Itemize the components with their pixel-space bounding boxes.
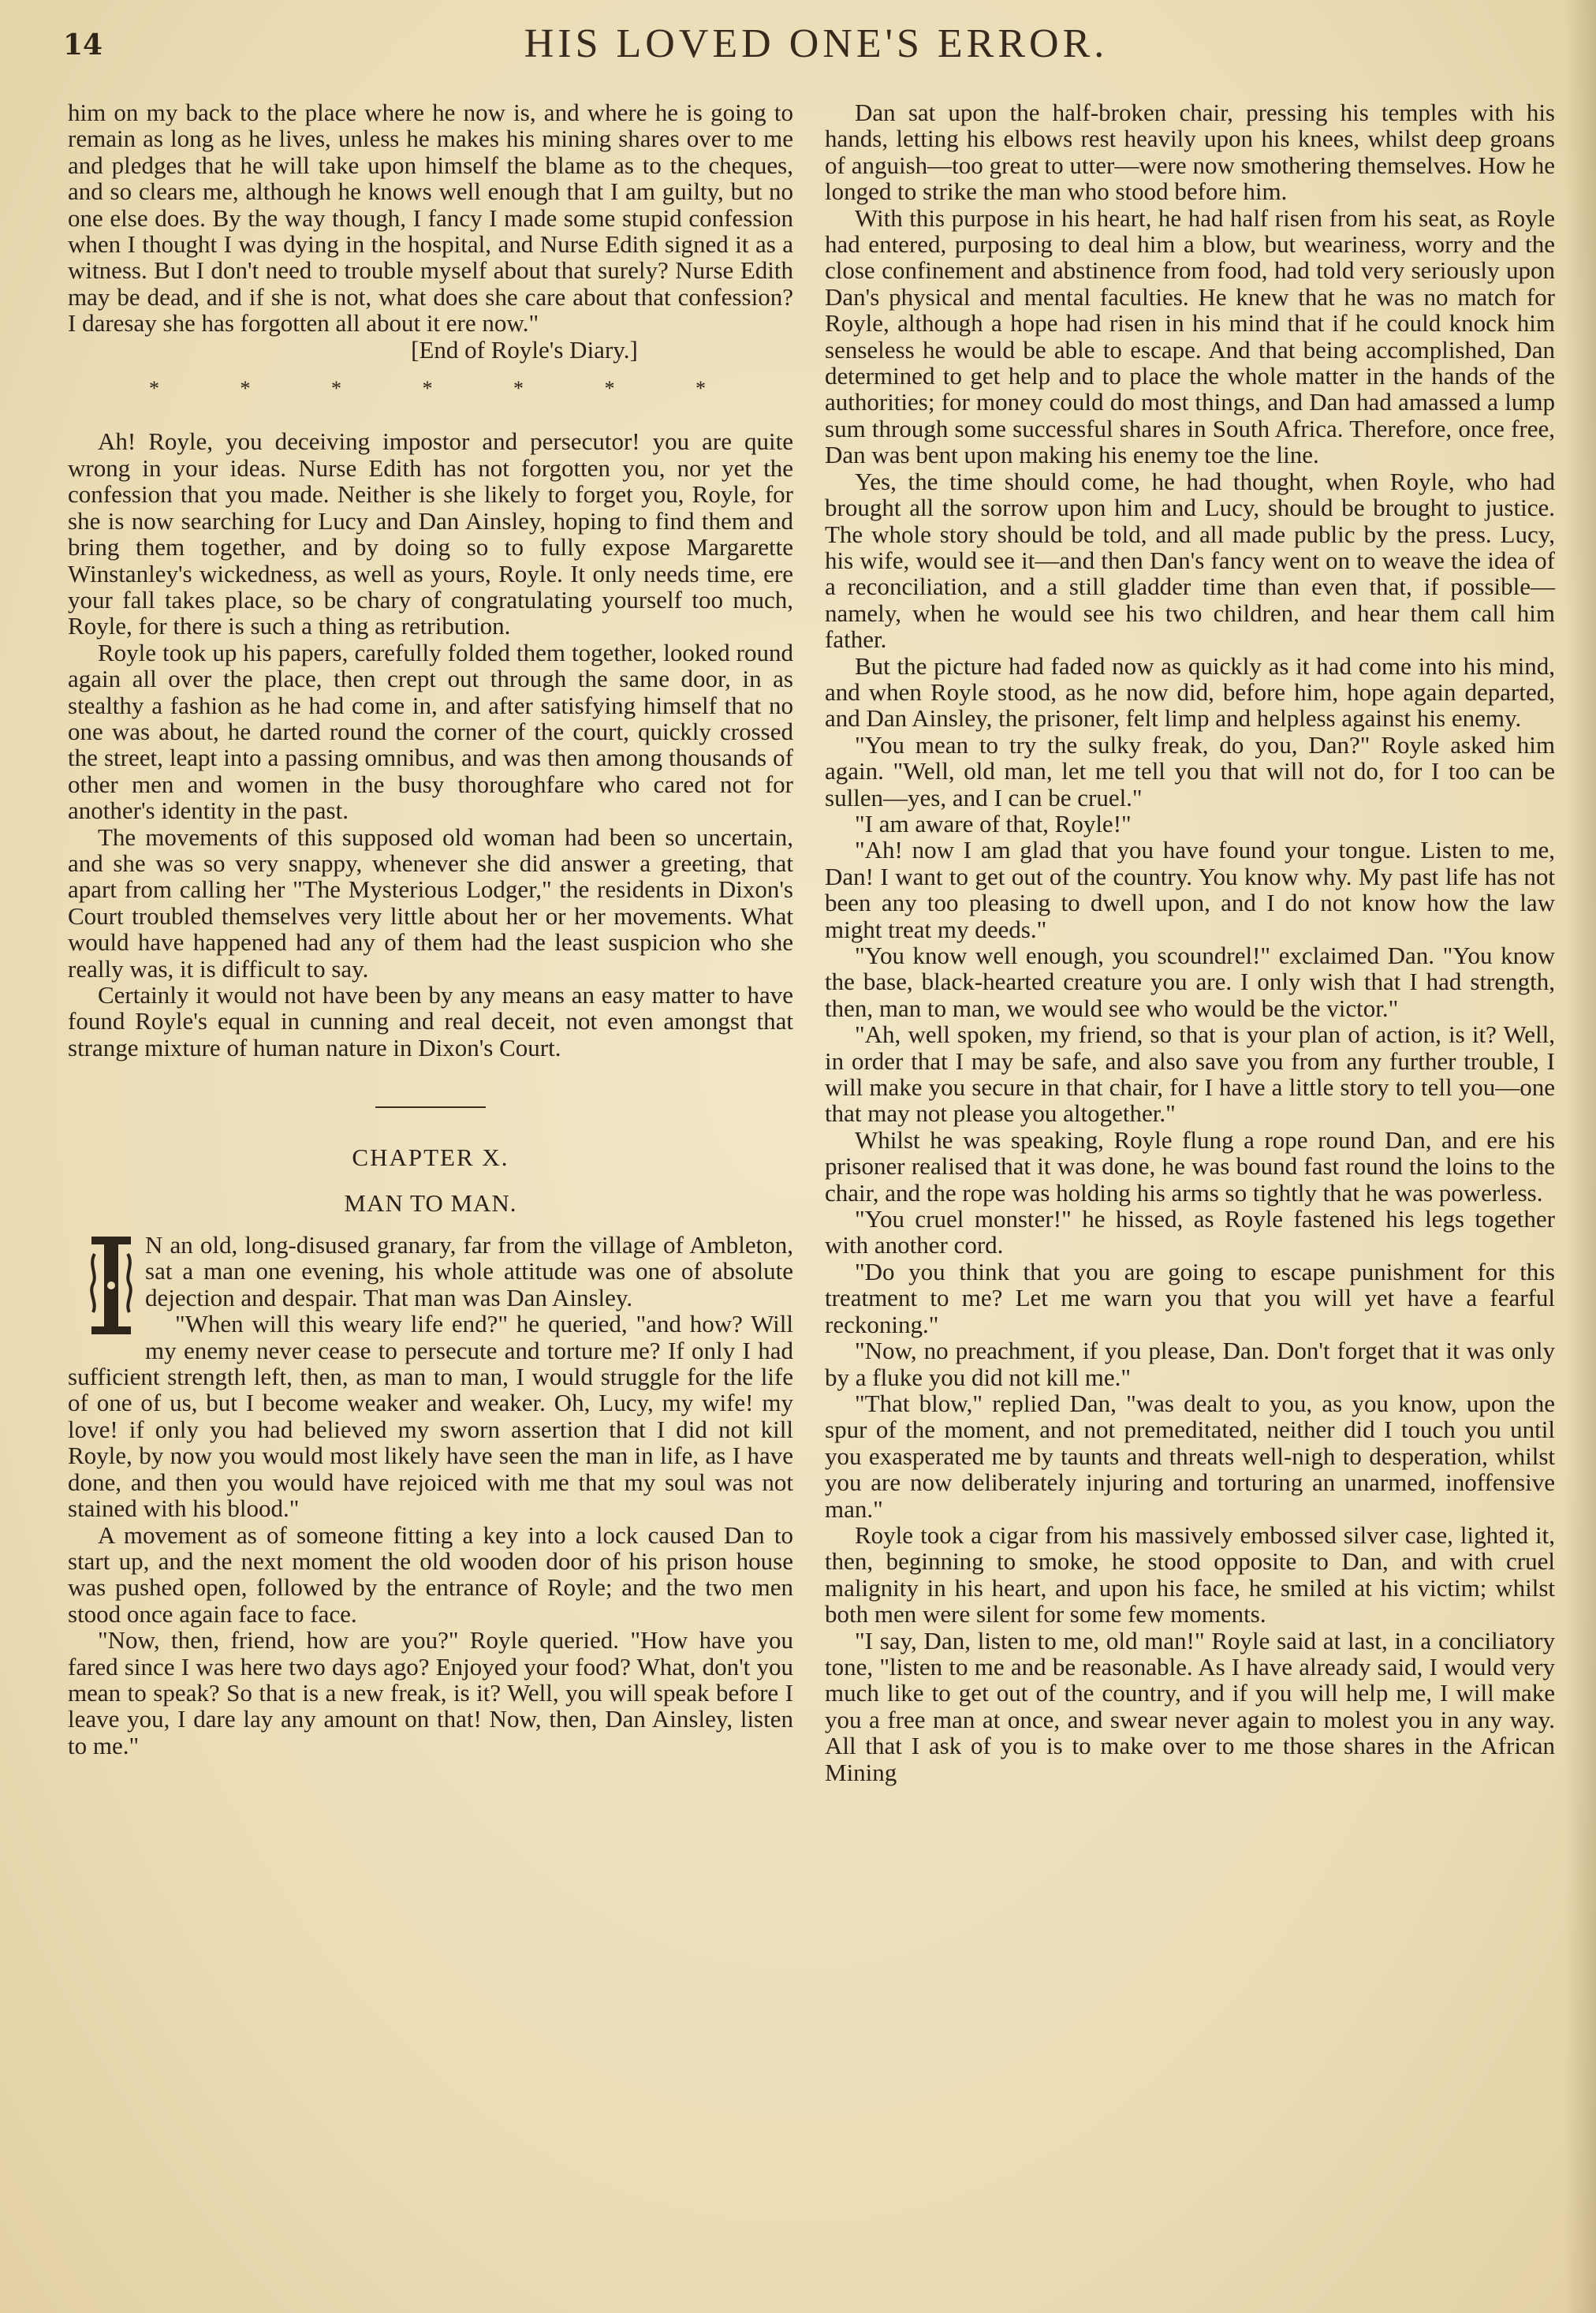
paragraph: "I say, Dan, listen to me, old man!" Royle said at last, in a conciliatory tone, "listen to me and be reasonable. As I have already said, I would very much like to get out of the country, and if you will help me, I will make you a free man at once, and swear never again to molest you in any way. All that I ask of you is to make over to me those shares in the African Mining <box>825 1626 1555 1786</box>
paragraph: "I am aware of that, Royle!" <box>855 809 1132 838</box>
paragraph: Ah! Royle, you deceiving impostor and persecutor! you are quite wrong in your ideas. Nurse Edith has not forgotten you, nor yet the confession that you made. Neither is she likely to forget you, Royle, for she is now searching for Lucy and Dan Ainsley, hoping to find them and bring them together, and by doing so to fully expose Margarette Winstanley's wickedness, as well as yours, Royle. It only needs time, ere your fall takes place, so be chary of congratulating yourself too much, Royle, for there is such a thing as retribution. <box>68 427 793 640</box>
paragraph: "Ah, well spoken, my friend, so that is your plan of action, is it? Well, in order that I may be safe, and also save you from any further trouble, I will make you secure in that chair, for I have a little story to tell you—one that may not please you altogether." <box>825 1020 1555 1128</box>
page-header <box>63 17 1569 65</box>
paragraph: N an old, long-disused granary, far from the village of Ambleton, sat a man one evening, his whole attitude was one of absolute dejection and despair. That man was Dan Ainsley. <box>145 1231 793 1311</box>
paragraph: "Now, no preachment, if you please, Dan. Don't forget that it was only by a fluke you did not kill me." <box>825 1337 1555 1391</box>
paragraph: Whilst he was speaking, Royle flung a rope round Dan, and ere his prisoner realised that it was done, he was bound fast round the loins to the chair, and the rope was holding his arms so tightly that he was powerless. <box>825 1125 1555 1207</box>
paragraph: him on my back to the place where he now is, and where he is going to remain as long as he lives, unless he makes his mining shares over to me and pledges that he will take upon himself the blame as to the cheques, and so clears me, although he knows well enough that I am guilty, but no one else does. By the way though, I fancy I made some stupid confession when I thought I was dying in the hospital, and Nurse Edith signed it as a witness. But I don't need to trouble myself about that surely? Nurse Edith may be dead, and if she is not, what does she care about that confession? I daresay she has forgotten all about it ere now." <box>68 99 793 338</box>
page-number: 14 <box>63 28 103 62</box>
paragraph: A movement as of someone fitting a key into a lock caused Dan to start up, and the next moment the old wooden door of his prison house was pushed open, followed by the entrance of Royle; and the two men stood once again face to face. <box>68 1520 793 1628</box>
paragraph: Dan sat upon the half-broken chair, pressing his temples with his hands, letting his elbows rest heavily upon his knees, whilst deep groans of anguish—too great to utter—were now smothering themselves. How he longed to strike the man who stood before him. <box>825 99 1555 206</box>
paragraph: "You cruel monster!" he hissed, as Royle fastened his legs together with another cord. <box>825 1205 1555 1259</box>
chapter-title: MAN TO MAN. <box>344 1188 517 1217</box>
end-of-diary-note: [End of Royle's Diary.] <box>411 335 638 364</box>
paragraph: "You mean to try the sulky freak, do you, Dan?" Royle asked him again. "Well, old man, let me tell you that will not do, for I too can be sullen—yes, and I can be cruel." <box>825 730 1555 811</box>
paragraph: "Now, then, friend, how are you?" Royle queried. "How have you fared since I was here two days ago? Enjoyed your food? What, don't you mean to speak? So that is a new freak, is it? Well, you will speak before I leave you, I dare lay any amount on that! Now, then, Dan Ainsley, listen to me." <box>68 1626 793 1759</box>
paragraph: With this purpose in his heart, he had half risen from his seat, as Royle had entered, purposing to deal him a blow, but weariness, worry and the close confinement and abstinence from food, had told very seriously upon Dan's physical and mental faculties. He knew that he was no match for Royle, although a hope had risen in his mind that if he could knock him senseless he would be able to escape. And that being accomplished, Dan determined to get help and to place the whole matter in the hands of the authorities; for money could do most things, and Dan had amassed a lump sum through some successful shares in South Africa. Therefore, once free, Dan was bent upon making his enemy toe the line. <box>825 203 1555 469</box>
paragraph: "You know well enough, you scoundrel!" exclaimed Dan. "You know the base, black-hearted creature you are. I only wish that I had strength, then, man to man, we would see who would be the victor." <box>825 942 1555 1022</box>
paragraph: "That blow," replied Dan, "was dealt to you, as you know, upon the spur of the moment, and not premeditated, neither did I touch you until you exasperated me by taunts and threats well-nigh to desperation, whilst you are now deliberately injuring and torturing an unarmed, inoffensive man." <box>825 1389 1555 1523</box>
right-column <box>825 99 1555 1785</box>
paragraph: "When will this weary life end?" he queried, "and how? Will my enemy never cease to persecute and torture me? If only I had sufficient strength left, then, as man to man, I would struggle for the life of one of us, but I become weaker and weaker. Oh, Lucy, my wife! my love! if only you had believed my sworn assertion that I did not kill Royle, by now you would most likely have seen the man in life, as I have done, and then you would have rejoiced with me that my soul was not stained with his blood." <box>68 1310 793 1523</box>
left-column <box>68 99 793 1759</box>
paragraph: The movements of this supposed old woman had been so uncertain, and she was so very snappy, whenever she did answer a greeting, that apart from calling her "The Mysterious Lodger," the residents in Dixon's Court troubled themselves very little about her or her movements. What would have happened had any of them had the least suspicion who she really was, it is difficult to say. <box>68 823 793 983</box>
paragraph: Certainly it would not have been by any means an easy matter to have found Royle's equal in cunning and real deceit, not even amongst that strange mixture of human nature in Dixon's Court. <box>68 981 793 1061</box>
drop-cap-ornament-icon <box>87 1233 136 1337</box>
paragraph: But the picture had faded now as quickly as it had come into his mind, and when Royle stood, as he now did, before him, hope again departed, and Dan Ainsley, the prisoner, felt limp and helpless against his enemy. <box>825 651 1555 733</box>
chapter-divider-rule <box>375 1106 486 1108</box>
page-edge-shadow <box>1564 0 1596 2313</box>
drop-cap-letter <box>87 1233 136 1337</box>
chapter-opening <box>68 1232 793 1311</box>
running-title: HIS LOVED ONE'S ERROR. <box>524 21 1109 66</box>
section-break-stars: * * * * * * * <box>149 377 744 401</box>
paragraph: "Do you think that you are going to escape punishment for this treatment to me? Let me warn you that you will yet have a fearful reckoning." <box>825 1257 1555 1338</box>
chapter-number: CHAPTER X. <box>352 1143 509 1172</box>
paragraph: Royle took a cigar from his massively embossed silver case, lighted it, then, beginning to smoke, he stood opposite to Dan, and with cruel malignity in his heart, and upon his face, he smiled at his victim; whilst both men were silent for some few moments. <box>825 1520 1555 1628</box>
paragraph: "Ah! now I am glad that you have found your tongue. Listen to me, Dan! I want to get out of the country. You know why. My past life has not been any too pleasing to dwell upon, and I do not know how the law might treat my deeds." <box>825 836 1555 943</box>
paragraph: Yes, the time should come, he had thought, when Royle, who had brought all the sorrow upon him and Lucy, should be brought to justice. The whole story should be told, and all made public by the press. Lucy, his wife, would see it—and then Dan's fancy went on to weave the idea of a reconciliation, and a still gladder time than even that, if possible—namely, when he would see his two children, and hear them call him father. <box>825 467 1555 654</box>
paragraph: Royle took up his papers, carefully folded them together, looked round again all over the place, then crept out through the same door, in as stealthy a fashion as he had come in, and after satisfying himself that no one was about, he darted round the corner of the court, quickly crossed the street, leapt into a passing omnibus, and was then among thousands of other men and women in the busy thoroughfare who cared not for another's identity in the past. <box>68 638 793 825</box>
